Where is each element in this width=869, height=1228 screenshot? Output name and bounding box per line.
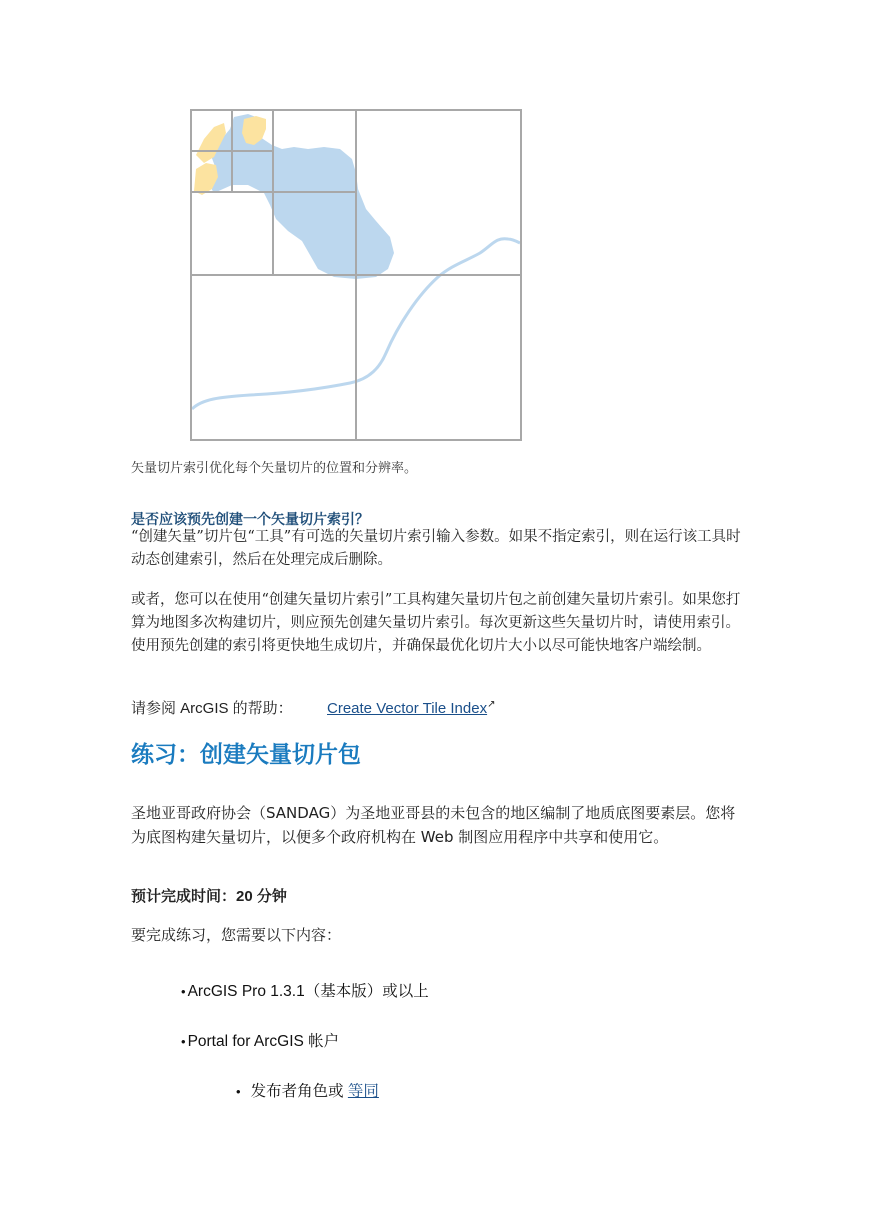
figure-caption: 矢量切片索引优化每个矢量切片的位置和分辨率。 (131, 461, 418, 476)
create-vector-tile-index-link[interactable]: Create Vector Tile Index (327, 700, 488, 717)
requirements-intro: 要完成练习，您需要以下内容： (131, 926, 342, 944)
lake-shape (208, 114, 394, 279)
bullet-icon: • (236, 1084, 241, 1099)
bullet-icon: • (181, 1034, 186, 1049)
list-item: • 发布者角色或 等同 (236, 1083, 379, 1100)
bullet-icon: • (181, 984, 186, 999)
question-heading: 是否应该预先创建一个矢量切片索引？ (131, 512, 369, 528)
paragraph: 或者，您可以在使用“创建矢量切片索引”工具构建矢量切片包之前创建矢量切片索引。如果您打算为地图多次构建切片，则应预先创建矢量切片索引。每次更新这些矢量切片时，请使用索引。使用预先创建的索引将更快地生成切片，并确保最优化切片大小以尽可能快地客户端绘制。 (131, 592, 741, 654)
section-title: 练习：创建矢量切片包 (131, 742, 361, 768)
vector-tile-index-figure (190, 109, 524, 443)
external-link-icon: ↗ (487, 699, 496, 710)
list-item: • ArcGIS Pro 1.3.1（基本版）或以上 (181, 983, 429, 1000)
exercise-intro: 圣地亚哥政府协会（SANDAG）为圣地亚哥县的未包含的地区编制了地质底图要素层。您将为底图构建矢量切片，以便多个政府机构在 Web 制图应用程序中共享和使用它。 (131, 804, 736, 846)
estimated-time: 预计完成时间：20 分钟 (131, 888, 287, 905)
list-item: • Portal for ArcGIS 帐户 (181, 1033, 340, 1050)
help-reference (131, 697, 501, 718)
paragraph: “创建矢量”切片包“工具”有可选的矢量切片索引输入参数。如果不指定索引，则在运行该工具时动态创建索引，然后在处理完成后删除。 (131, 529, 741, 568)
help-lead-text: 请参阅 ArcGIS 的帮助： (131, 700, 293, 717)
equivalent-role-link[interactable]: 等同 (347, 1083, 379, 1100)
